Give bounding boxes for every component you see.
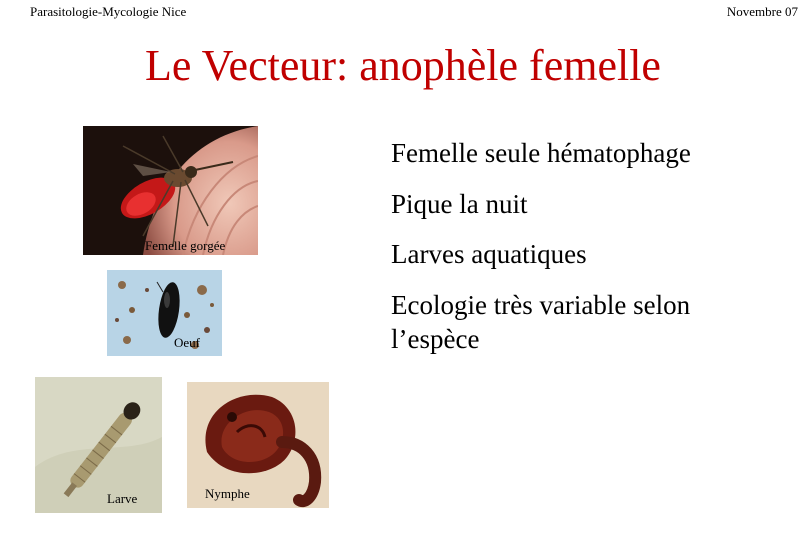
egg-photo	[107, 270, 222, 356]
larva-caption: Larve	[107, 491, 138, 506]
pupa-photo	[187, 382, 329, 508]
bullet-item: Femelle seule hématophage	[391, 138, 691, 168]
bullet-item: Larves aquatiques	[391, 239, 587, 269]
bullet-item: Pique la nuit	[391, 189, 528, 219]
pupa-caption: Nymphe	[205, 486, 250, 501]
mosquito-caption: Femelle gorgée	[145, 238, 226, 253]
mosquito-photo	[83, 126, 258, 255]
header-left: Parasitologie-Mycologie Nice	[30, 4, 187, 19]
bullet-item: Ecologie très variable selon l’espèce	[391, 290, 691, 354]
header-right: Novembre 07	[726, 4, 798, 19]
larva-photo	[35, 377, 162, 513]
egg-caption: Oeuf	[174, 335, 200, 350]
slide-title: Le Vecteur: anophèle femelle	[145, 41, 661, 90]
